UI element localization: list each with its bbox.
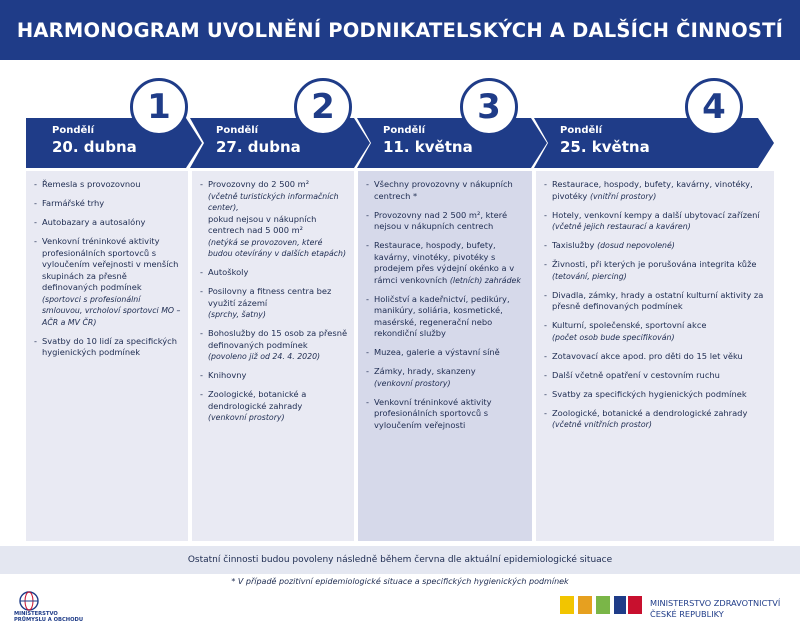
phase-3-number: 3: [460, 78, 518, 136]
phase-4-day: Pondělí: [560, 125, 603, 136]
phase-2-number: 2: [294, 78, 352, 136]
list-item: - Kulturní, společenské, sportovní akce (počet osob bude specifikován): [544, 320, 768, 343]
logo-right-line2: ČESKÉ REPUBLIKY: [650, 609, 724, 619]
phase-1-column: [26, 171, 188, 541]
footer-bar: [0, 546, 800, 574]
list-item: - Provozovny nad 2 500 m², které nejsou v nákupních centrech: [366, 210, 526, 233]
phase-2-column: [192, 171, 354, 541]
list-item: - Venkovní tréninkové aktivity profesionálních sportovců s vyloučením veřejnosti v menších skupinách za přesně definovaných podmínek (sportovci s profesionální smlouvou, vrcholoví sportovci MO – AČR a MV ČR): [34, 236, 182, 328]
list-item: - Živnosti, při kterých je porušována integrita kůže (tetování, piercing): [544, 259, 768, 282]
title-banner: [0, 0, 800, 60]
list-item: - Hotely, venkovní kempy a další ubytovací zařízení (včetně jejich restaurací a kaváren): [544, 210, 768, 233]
list-item: - Muzea, galerie a výstavní síně: [366, 347, 526, 359]
list-item: - Řemesla s provozovnou: [34, 179, 182, 191]
list-item: - Knihovny: [200, 370, 348, 382]
list-item: - Autobazary a autosalóny: [34, 217, 182, 229]
list-item: - Zoologické, botanické a dendrologické zahrady (včetně vnitřních prostor): [544, 408, 768, 431]
ministry-health-logo: [558, 592, 798, 628]
list-item: - Autoškoly: [200, 267, 348, 279]
logo-left-line1: MINISTERSTVO: [14, 611, 58, 617]
phase-2-day: Pondělí: [216, 125, 259, 136]
phase-2-date: 27. dubna: [216, 138, 301, 156]
ministry-health-emblem-icon: [558, 592, 644, 622]
list-item: - Divadla, zámky, hrady a ostatní kulturní aktivity za přesně definovaných podmínek: [544, 290, 768, 313]
phase-4-date: 25. května: [560, 138, 650, 156]
list-item: - Provozovny do 2 500 m² (včetně turistických informačních center), pokud nejsou v nákupních centrech nad 5 000 m² (netýká se provozoven, které budou otevírány v dalších etapách): [200, 179, 348, 260]
list-item: - Holičství a kadeřnictví, pedikúry, manikúry, soliária, kosmetické, masérské, regenerační nebo rekondiční služby: [366, 294, 526, 340]
list-item: - Svatby za specifických hygienických podmínek: [544, 389, 768, 401]
logo-right-line1: MINISTERSTVO ZDRAVOTNICTVÍ: [650, 598, 781, 608]
phase-4-number: 4: [685, 78, 743, 136]
phase-1-date: 20. dubna: [52, 138, 137, 156]
list-item: - Všechny provozovny v nákupních centrech *: [366, 179, 526, 202]
page-title: HARMONOGRAM UVOLNĚNÍ PODNIKATELSKÝCH A DALŠÍCH ČINNOSTÍ: [16, 18, 784, 42]
list-item: - Taxislužby (dosud nepovolené): [544, 240, 768, 252]
phase-1-day: Pondělí: [52, 125, 95, 136]
logo-left-line2: PRŮMYSLU A OBCHODU: [14, 617, 84, 623]
phase-3-column: [358, 171, 532, 541]
list-item: - Bohoslužby do 15 osob za přesně definovaných podmínek (povoleno již od 24. 4. 2020): [200, 328, 348, 363]
list-item: - Restaurace, hospody, bufety, kavárny, vinotéky, pivotéky s prodejem přes výdejní okénko a v rámci venkovních (letních) zahrádek: [366, 240, 526, 286]
list-item: - Restaurace, hospody, bufety, kavárny, vinotéky, pivotéky (vnitřní prostory): [544, 179, 768, 202]
list-item: - Svatby do 10 lidí za specifických hygienických podmínek: [34, 336, 182, 359]
phase-4-column: [536, 171, 774, 541]
ministry-industry-logo: [14, 590, 94, 630]
list-item: - Farmářské trhy: [34, 198, 182, 210]
list-item: - Zotavovací akce apod. pro děti do 15 let věku: [544, 351, 768, 363]
phase-4-date-arrow: [534, 118, 774, 168]
list-item: - Další včetně opatření v cestovním ruchu: [544, 370, 768, 382]
list-item: - Venkovní tréninkové aktivity profesionálních sportovců s vyloučením veřejnosti: [366, 397, 526, 432]
globe-icon: [14, 590, 44, 612]
list-item: - Zoologické, botanické a dendrologické zahrady (venkovní prostory): [200, 389, 348, 424]
footnote: * V případě pozitivní epidemiologické situace a specifických hygienických podmínek: [231, 577, 569, 586]
footer-text: Ostatní činnosti budou povoleny následně během června dle aktuální epidemiologické situace: [187, 555, 613, 565]
list-item: - Posilovny a fitness centra bez využití zázemí (sprchy, šatny): [200, 286, 348, 321]
list-item: - Zámky, hrady, skanzeny (venkovní prostory): [366, 366, 526, 389]
phase-3-day: Pondělí: [383, 125, 426, 136]
phase-3-date: 11. května: [383, 138, 473, 156]
phase-3-date-arrow: [357, 118, 547, 168]
phase-1-number: 1: [130, 78, 188, 136]
